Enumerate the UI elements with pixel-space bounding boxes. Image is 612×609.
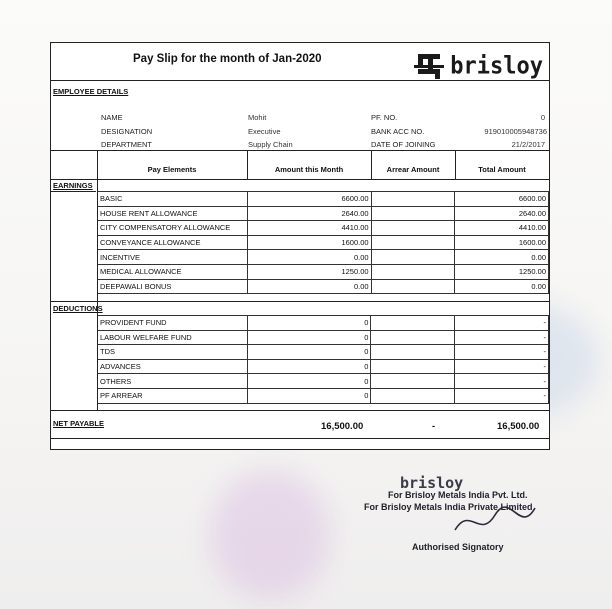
- arrear-cell: [371, 279, 455, 294]
- table-row: [98, 279, 549, 294]
- earnings-table: [97, 191, 549, 294]
- amount-cell: 4410.00: [247, 221, 371, 236]
- arrear-cell: [371, 264, 455, 279]
- total-cell: 1250.00: [455, 264, 549, 279]
- doj-value: 21/2/2017: [511, 140, 545, 149]
- net-amount: 16,500.00: [321, 421, 364, 432]
- brand-name: brisloy: [450, 52, 543, 80]
- total-cell: -: [455, 330, 549, 345]
- element-name: INCENTIVE: [98, 250, 248, 265]
- employee-details-heading: EMPLOYEE DETAILS: [53, 87, 129, 96]
- divider: [51, 438, 549, 439]
- stamp-brand: brisloy: [400, 474, 464, 492]
- amount-cell: 0.00: [247, 279, 371, 294]
- total-cell: -: [455, 345, 549, 360]
- table-row: [98, 221, 549, 236]
- element-name: OTHERS: [98, 374, 248, 389]
- element-name: TDS: [98, 345, 248, 360]
- element-name: CONVEYANCE ALLOWANCE: [98, 235, 248, 250]
- arrear-cell: [371, 206, 455, 221]
- col-arrear-amount: Arrear Amount: [386, 165, 440, 174]
- element-name: HOUSE RENT ALLOWANCE: [98, 206, 248, 221]
- amount-cell: 0: [247, 330, 371, 345]
- page-title: Pay Slip for the month of Jan-2020: [133, 53, 322, 65]
- total-cell: 6600.00: [455, 192, 549, 207]
- arrear-cell: [371, 221, 455, 236]
- divider: [51, 80, 549, 81]
- arrear-cell: [371, 250, 455, 265]
- element-name: BASIC: [98, 192, 248, 207]
- column-rule: [371, 150, 372, 179]
- element-name: MEDICAL ALLOWANCE: [98, 264, 248, 279]
- element-name: DEEPAWALI BONUS: [98, 279, 248, 294]
- arrear-cell: [371, 359, 455, 374]
- total-cell: 2640.00: [455, 206, 549, 221]
- element-name: CITY COMPENSATORY ALLOWANCE: [98, 221, 248, 236]
- element-name: PF ARREAR: [98, 388, 248, 403]
- column-rule: [247, 150, 248, 179]
- designation-value: Executive: [248, 127, 281, 136]
- authorised-signatory: Authorised Signatory: [412, 542, 504, 552]
- table-row: [98, 359, 549, 374]
- element-name: PROVIDENT FUND: [98, 316, 248, 331]
- net-arrear: -: [432, 421, 436, 432]
- amount-cell: 0.00: [247, 250, 371, 265]
- amount-cell: 0: [247, 374, 371, 389]
- table-row: [98, 235, 549, 250]
- table-row: [98, 192, 549, 207]
- table-row: [98, 374, 549, 389]
- total-cell: 0.00: [455, 279, 549, 294]
- amount-cell: 0: [247, 359, 371, 374]
- amount-cell: 6600.00: [247, 192, 371, 207]
- total-cell: 1600.00: [455, 235, 549, 250]
- amount-cell: 0: [247, 388, 371, 403]
- total-cell: 4410.00: [455, 221, 549, 236]
- deductions-heading: DEDUCTIONS: [53, 304, 103, 313]
- bank-label: BANK ACC NO.: [371, 127, 425, 136]
- name-value: Mohit: [248, 113, 267, 122]
- table-row: [98, 388, 549, 403]
- divider: [51, 301, 549, 302]
- table-row: [98, 206, 549, 221]
- arrear-cell: [371, 330, 455, 345]
- arrear-cell: [371, 374, 455, 389]
- arrear-cell: [371, 316, 455, 331]
- arrear-cell: [371, 345, 455, 360]
- bank-value: 919010005948736: [484, 127, 547, 136]
- arrear-cell: [371, 388, 455, 403]
- total-cell: -: [455, 388, 549, 403]
- total-cell: -: [455, 374, 549, 389]
- pf-label: PF. NO.: [371, 113, 398, 122]
- col-amount-this-month: Amount this Month: [274, 165, 344, 174]
- amount-cell: 0: [247, 345, 371, 360]
- photo-glare-bottom: [210, 470, 330, 600]
- column-rule: [97, 150, 98, 410]
- table-row: [98, 316, 549, 331]
- name-label: NAME: [101, 113, 123, 122]
- department-value: Supply Chain: [248, 140, 293, 149]
- amount-cell: 2640.00: [247, 206, 371, 221]
- total-cell: -: [455, 359, 549, 374]
- element-name: LABOUR WELFARE FUND: [98, 330, 248, 345]
- pf-value: 0: [540, 113, 545, 122]
- divider: [51, 410, 549, 411]
- column-rule: [455, 150, 456, 179]
- signature-scribble: [450, 500, 540, 540]
- pay-slip: [50, 42, 550, 450]
- stamp-company-line: For Brisloy Metals India Pvt. Ltd.: [388, 490, 528, 500]
- company-name: For Brisloy Metals India Private Limited: [364, 502, 533, 512]
- amount-cell: 1600.00: [247, 235, 371, 250]
- deductions-table: [97, 315, 549, 404]
- table-row: [98, 250, 549, 265]
- element-name: ADVANCES: [98, 359, 248, 374]
- net-total: 16,500.00: [497, 421, 540, 432]
- earnings-heading: EARNINGS: [53, 181, 93, 190]
- designation-label: DESIGNATION: [101, 127, 153, 136]
- net-payable-label: NET PAYABLE: [53, 419, 104, 428]
- amount-cell: 1250.00: [247, 264, 371, 279]
- col-pay-elements: Pay Elements: [147, 165, 197, 174]
- divider: [51, 179, 549, 180]
- table-row: [98, 330, 549, 345]
- amount-cell: 0: [247, 316, 371, 331]
- logo-mark-icon: [414, 51, 444, 81]
- department-label: DEPARTMENT: [101, 140, 152, 149]
- brisloy-logo: [414, 49, 543, 83]
- table-row: [98, 264, 549, 279]
- divider: [51, 150, 549, 151]
- doj-label: DATE OF JOINING: [371, 140, 436, 149]
- arrear-cell: [371, 235, 455, 250]
- table-row: [98, 345, 549, 360]
- total-cell: 0.00: [455, 250, 549, 265]
- arrear-cell: [371, 192, 455, 207]
- total-cell: -: [455, 316, 549, 331]
- divider: [51, 191, 96, 192]
- col-total-amount: Total Amount: [478, 165, 526, 174]
